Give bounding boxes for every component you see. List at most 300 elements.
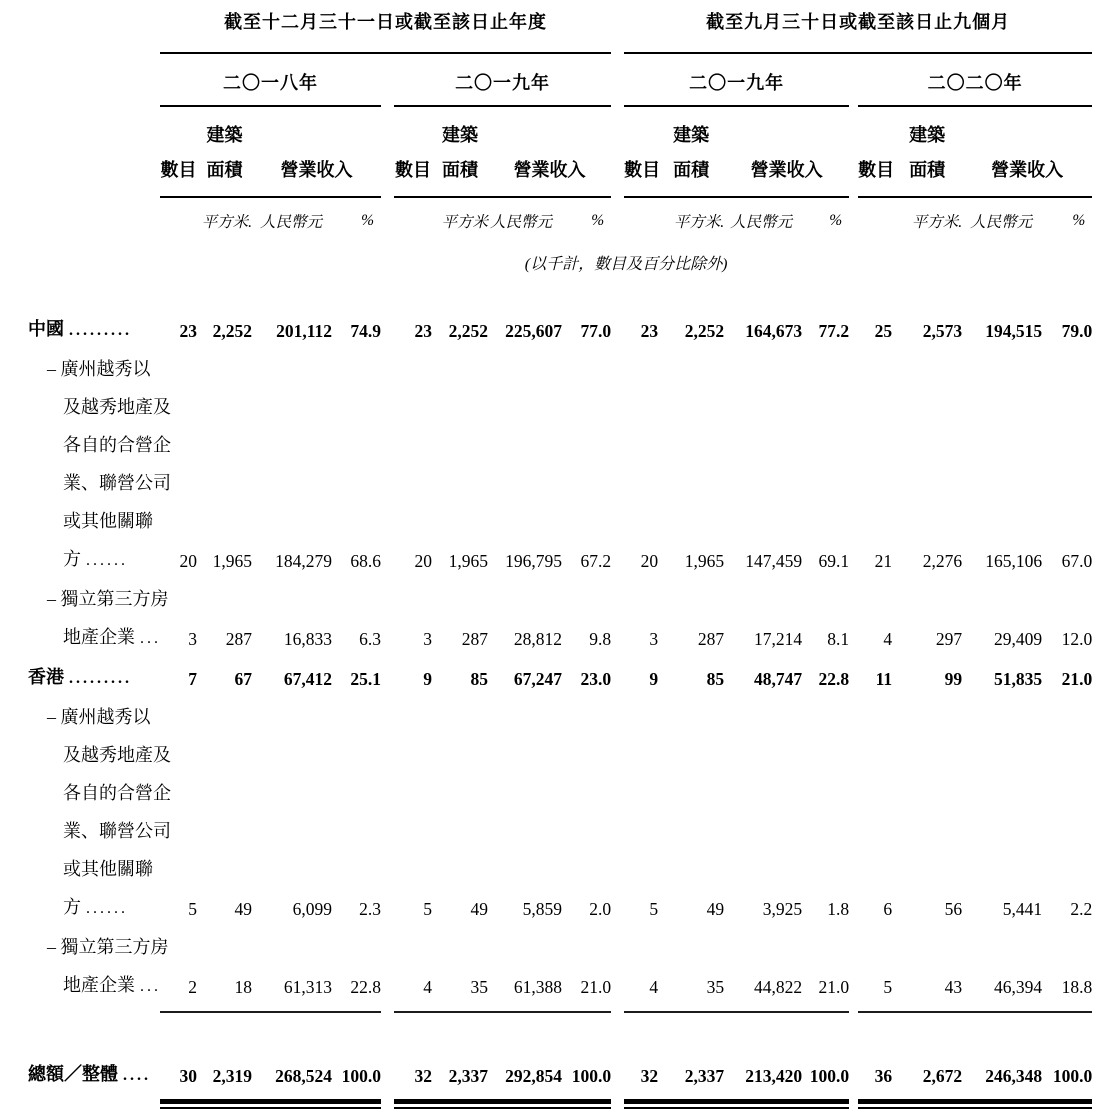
cell-hongkong-group2-gfa (658, 658, 724, 698)
cell-hk-related-parties-group0-gfa (197, 698, 252, 928)
cell-value: 22.8 (818, 669, 850, 689)
cell-china-related-parties-group3-pct (1042, 350, 1092, 580)
row-label-china-related-parties (0, 350, 171, 580)
cell-value: 164,673 (745, 321, 803, 341)
dot-leader: ... (140, 630, 161, 647)
cell-value: 5 (649, 899, 659, 919)
cell-hk-independent-third-parties-group3-count (858, 928, 892, 1013)
right-margin (1092, 698, 1114, 928)
row-label-line: – 獨立第三方房 (47, 937, 169, 957)
cell-value: 1,965 (448, 551, 488, 571)
cell-value: 18.8 (1042, 968, 1092, 1013)
cell-value: 6 (883, 899, 893, 919)
double-rule (962, 1099, 1042, 1109)
cell-value: 6.3 (359, 629, 381, 649)
right-margin (1092, 658, 1114, 698)
dot-leader: ... (140, 978, 161, 995)
unit-rmb-group1: 人民幣元 (489, 214, 552, 231)
cell-hk-independent-third-parties-group3-gfa (892, 928, 962, 1013)
column-gap (381, 698, 394, 928)
cell-value: 20 (179, 551, 197, 571)
cell-hk-related-parties-group3-gfa (892, 698, 962, 928)
cell-value: 61,388 (488, 968, 562, 1013)
cell-hongkong-group3-gfa (892, 658, 962, 698)
double-rule (160, 1099, 197, 1109)
double-rule (892, 1099, 962, 1109)
column-gap (381, 580, 394, 658)
cell-value: 2.3 (359, 899, 381, 919)
cell-china-group2-pct (802, 280, 849, 350)
cell-value: 44,822 (724, 968, 802, 1013)
table-row-china-related-parties (0, 350, 1114, 580)
cell-hk-independent-third-parties-group1-revenue (488, 928, 562, 1013)
cell-value: 287 (697, 629, 725, 649)
cell-china-group3-count (858, 280, 892, 350)
cell-china-related-parties-group0-gfa (197, 350, 252, 580)
column-gap (381, 350, 394, 580)
col-header-gfa-line1: 建築 (909, 125, 946, 145)
cell-value: 29,409 (994, 629, 1043, 649)
cell-value: 67.0 (1061, 551, 1093, 571)
cell-value: 36 (874, 1066, 893, 1086)
note-row (0, 244, 1114, 280)
cell-value: 2,252 (212, 321, 252, 341)
right-margin (1092, 580, 1114, 658)
cell-hk-independent-third-parties-group2-revenue (724, 928, 802, 1013)
right-margin (1092, 280, 1114, 350)
cell-total-group3-gfa (892, 1013, 962, 1109)
cell-value: 1,965 (212, 551, 252, 571)
table-row-hk-related-parties (0, 698, 1114, 928)
cell-china-related-parties-group2-revenue (724, 350, 802, 580)
cell-hongkong-group2-revenue (724, 658, 802, 698)
column-gap (381, 658, 394, 698)
row-label-line: 各自的合營企 (63, 783, 171, 803)
table-row-hk-independent-third-parties (0, 928, 1114, 1013)
right-margin (1092, 197, 1114, 244)
col-header-gfa-group0 (197, 106, 252, 197)
table-row-total (0, 1013, 1114, 1109)
cell-value: 49 (234, 899, 252, 919)
year-header-2020: 二〇二〇年 (858, 53, 1092, 106)
cell-value: 4 (883, 629, 893, 649)
cell-hk-independent-third-parties-group1-gfa (432, 928, 488, 1013)
cell-hk-independent-third-parties-group2-count (624, 928, 658, 1013)
cell-china-independent-third-parties-group2-gfa (658, 580, 724, 658)
cell-hongkong-group3-count (858, 658, 892, 698)
unit-rmb-group0: 人民幣元 (259, 214, 322, 231)
column-gap (849, 197, 858, 244)
cell-value: 100.0 (341, 1066, 381, 1086)
cell-value: 3,925 (762, 899, 803, 919)
row-label-line: 總額／整體 .... (28, 1064, 151, 1084)
cell-value: 30 (179, 1066, 197, 1086)
cell-value: 9.8 (589, 629, 612, 649)
row-label-line: – 獨立第三方房 (47, 589, 169, 609)
cell-value: 20 (640, 551, 659, 571)
row-label-line: 或其他關聯 (63, 859, 153, 879)
cell-value: 2,252 (684, 321, 725, 341)
cell-china-group3-revenue (962, 280, 1042, 350)
cell-total-group1-count (394, 1013, 432, 1109)
col-header-gfa-group2 (658, 106, 724, 197)
row-label-line: 地產企業 ... (63, 975, 161, 995)
col-header-gfa-line2: 面積 (206, 160, 243, 180)
col-header-revenue-group1: 營業收入 (488, 106, 611, 197)
cell-hongkong-group0-pct (332, 658, 381, 698)
cell-total-group1-pct (562, 1013, 611, 1109)
cell-hk-independent-third-parties-group1-pct (562, 928, 611, 1013)
cell-china-group1-pct (562, 280, 611, 350)
row-label-hk-related-parties (0, 698, 171, 928)
double-rule (197, 1099, 252, 1109)
cell-total-group0-revenue (252, 1013, 332, 1109)
cell-hk-independent-third-parties-group3-pct (1042, 928, 1092, 1013)
cell-china-independent-third-parties-group1-gfa (432, 580, 488, 658)
column-gap (381, 280, 394, 350)
cell-value: 85 (470, 669, 488, 689)
cell-value: 18 (197, 968, 252, 1013)
column-gap (611, 928, 624, 1013)
dot-leader: ......... (69, 322, 132, 339)
cell-total-group2-count (624, 1013, 658, 1109)
double-rule (394, 1099, 432, 1109)
cell-hk-related-parties-group3-pct (1042, 698, 1092, 928)
cell-value: 99 (944, 669, 963, 689)
cell-china-independent-third-parties-group2-pct (802, 580, 849, 658)
cell-value: 5 (858, 968, 892, 1013)
table-row-china (0, 280, 1114, 350)
cell-value: 23 (414, 321, 432, 341)
cell-china-related-parties-group3-count (858, 350, 892, 580)
cell-hk-related-parties-group2-pct (802, 698, 849, 928)
cell-hk-related-parties-group0-revenue (252, 698, 332, 928)
cell-value: 2,337 (448, 1066, 488, 1086)
column-gap (849, 1013, 858, 1109)
cell-value: 268,524 (275, 1066, 332, 1086)
row-label-line: 或其他關聯 (63, 511, 153, 531)
cell-hongkong-group1-pct (562, 658, 611, 698)
unit-blank-group2 (624, 197, 658, 244)
year-header-row (0, 53, 1114, 106)
double-rule (858, 1099, 892, 1109)
cell-china-group2-revenue (724, 280, 802, 350)
cell-hongkong-group1-gfa (432, 658, 488, 698)
units-note: (以千計，數目及百分比除外) (524, 255, 728, 273)
cell-value: 213,420 (745, 1066, 803, 1086)
cell-value: 5 (188, 899, 197, 919)
cell-china-related-parties-group1-count (394, 350, 432, 580)
cell-value: 100.0 (571, 1066, 612, 1086)
cell-value: 23 (179, 321, 197, 341)
unit-pct-group2: % (829, 212, 843, 229)
cell-value: 32 (414, 1066, 432, 1086)
cell-hk-related-parties-group3-count (858, 698, 892, 928)
dot-leader: ......... (69, 670, 132, 687)
cell-china-related-parties-group3-gfa (892, 350, 962, 580)
unit-blank-group0 (160, 197, 197, 244)
col-header-gfa-line1: 建築 (673, 125, 710, 145)
column-gap (849, 580, 858, 658)
cell-total-group0-count (160, 1013, 197, 1109)
double-rule (488, 1099, 562, 1109)
cell-value: 68.6 (350, 551, 381, 571)
unit-pct-group3: % (1072, 212, 1086, 229)
double-rule (624, 1099, 658, 1109)
cell-value: 25.1 (350, 669, 381, 689)
cell-china-related-parties-group2-pct (802, 350, 849, 580)
cell-value: 74.9 (350, 321, 381, 341)
period-header-nine-months: 截至九月三十日或截至該日止九個月 (624, 0, 1092, 53)
column-gap (849, 698, 858, 928)
col-header-count-group3: 數目 (858, 106, 892, 197)
row-label-line: – 廣州越秀以 (47, 707, 151, 727)
row-label-china-independent-third-parties (0, 580, 169, 658)
cell-hongkong-group3-revenue (962, 658, 1042, 698)
cell-total-group2-pct (802, 1013, 849, 1109)
cell-total-group3-pct (1042, 1013, 1092, 1109)
cell-value: 49 (470, 899, 488, 919)
cell-china-group1-gfa (432, 280, 488, 350)
cell-value: 16,833 (283, 629, 332, 649)
cell-hongkong-group1-revenue (488, 658, 562, 698)
cell-value: 12.0 (1061, 629, 1093, 649)
cell-value: 49 (706, 899, 725, 919)
cell-total-group1-revenue (488, 1013, 562, 1109)
cell-value: 6,099 (292, 899, 332, 919)
cell-value: 2.2 (1070, 899, 1093, 919)
cell-china-independent-third-parties-group3-pct (1042, 580, 1092, 658)
column-gap (381, 1013, 394, 1109)
unit-sqm-group2: 平方米. (673, 214, 725, 231)
cell-value: 46,394 (962, 968, 1042, 1013)
cell-hk-independent-third-parties-group2-pct (802, 928, 849, 1013)
cell-value: 100.0 (1052, 1066, 1093, 1086)
cell-total-group2-revenue (724, 1013, 802, 1109)
cell-value: 9 (649, 669, 659, 689)
col-header-revenue-group0: 營業收入 (252, 106, 381, 197)
period-header-row (0, 0, 1114, 53)
cell-value: 32 (640, 1066, 659, 1086)
col-header-count-group1: 數目 (394, 106, 432, 197)
cell-china-group0-gfa (197, 280, 252, 350)
cell-value: 22.8 (332, 968, 381, 1013)
cell-china-independent-third-parties-group2-revenue (724, 580, 802, 658)
column-gap (611, 698, 624, 928)
column-gap (849, 280, 858, 350)
cell-china-group0-count (160, 280, 197, 350)
col-header-gfa-line2: 面積 (909, 160, 946, 180)
column-gap (611, 580, 624, 658)
col-header-gfa-line2: 面積 (673, 160, 710, 180)
right-margin (1092, 106, 1114, 197)
cell-value: 67.2 (580, 551, 612, 571)
unit-sqm-group0: 平方米. (201, 214, 252, 231)
cell-total-group0-pct (332, 1013, 381, 1109)
year-header-2019-nine-months: 二〇一九年 (624, 53, 849, 106)
cell-value: 56 (944, 899, 963, 919)
col-header-gfa-group3 (892, 106, 962, 197)
cell-value: 2,252 (448, 321, 488, 341)
column-gap (381, 197, 394, 244)
double-rule (432, 1099, 488, 1109)
row-label-line: 及越秀地產及 (63, 397, 171, 417)
cell-value: 292,854 (505, 1066, 562, 1086)
unit-sqm-group1: 平方米 (441, 214, 488, 231)
cell-china-related-parties-group2-gfa (658, 350, 724, 580)
cell-value: 5,441 (1002, 899, 1043, 919)
double-rule (802, 1099, 849, 1109)
cell-value: 85 (706, 669, 725, 689)
cell-value: 67 (234, 669, 252, 689)
cell-hongkong-group0-count (160, 658, 197, 698)
cell-value: 297 (935, 629, 963, 649)
double-rule (332, 1099, 381, 1109)
cell-china-independent-third-parties-group3-count (858, 580, 892, 658)
cell-value: 8.1 (827, 629, 850, 649)
column-gap (849, 350, 858, 580)
cell-value: 23 (640, 321, 659, 341)
cell-china-group1-revenue (488, 280, 562, 350)
cell-hk-independent-third-parties-group0-gfa (197, 928, 252, 1013)
cell-total-group2-gfa (658, 1013, 724, 1109)
column-gap (381, 928, 394, 1013)
row-label-line: – 廣州越秀以 (47, 359, 151, 379)
cell-value: 11 (875, 669, 893, 689)
cell-value: 201,112 (276, 321, 332, 341)
cell-value: 51,835 (994, 669, 1043, 689)
row-label-hk-independent-third-parties (0, 928, 169, 1013)
cell-total-group3-revenue (962, 1013, 1042, 1109)
cell-value: 3 (423, 629, 432, 649)
cell-hk-related-parties-group2-gfa (658, 698, 724, 928)
cell-value: 69.1 (818, 551, 850, 571)
row-label-line: 方 ...... (63, 897, 128, 917)
cell-china-independent-third-parties-group0-revenue (252, 580, 332, 658)
cell-value: 2 (160, 968, 197, 1013)
cell-value: 4 (624, 968, 658, 1013)
cell-china-group2-gfa (658, 280, 724, 350)
right-margin (1092, 350, 1114, 580)
cell-value: 1.8 (827, 899, 850, 919)
cell-china-group3-pct (1042, 280, 1092, 350)
cell-hk-independent-third-parties-group3-revenue (962, 928, 1042, 1013)
unit-rmb-group3: 人民幣元 (970, 214, 1033, 231)
cell-hk-related-parties-group1-count (394, 698, 432, 928)
cell-china-group3-gfa (892, 280, 962, 350)
year-header-2019-annual: 二〇一九年 (394, 53, 611, 106)
cell-value: 1,965 (684, 551, 725, 571)
double-rule (1042, 1099, 1092, 1109)
dot-leader: .... (123, 1067, 151, 1084)
unit-blank-group1 (394, 197, 432, 244)
cell-value: 77.2 (818, 321, 850, 341)
cell-value: 21.0 (802, 968, 849, 1013)
unit-sqm-group3: 平方米. (911, 214, 963, 231)
cell-value: 225,607 (505, 321, 562, 341)
unit-rmb-group2: 人民幣元 (730, 214, 793, 231)
cell-value: 100.0 (809, 1066, 850, 1086)
cell-value: 43 (892, 968, 962, 1013)
col-header-gfa-line1: 建築 (442, 125, 478, 145)
column-header-row (0, 106, 1114, 197)
table-row-hongkong (0, 658, 1114, 698)
cell-china-independent-third-parties-group3-gfa (892, 580, 962, 658)
cell-hongkong-group0-revenue (252, 658, 332, 698)
cell-china-group0-revenue (252, 280, 332, 350)
cell-china-related-parties-group3-revenue (962, 350, 1042, 580)
row-label-line: 香港 ......... (28, 667, 132, 687)
unit-pct-group0: % (361, 212, 374, 229)
cell-value: 67,412 (283, 669, 332, 689)
cell-value: 35 (432, 968, 488, 1013)
cell-total-group3-count (858, 1013, 892, 1109)
cell-value: 61,313 (252, 968, 332, 1013)
year-header-2018: 二〇一八年 (160, 53, 381, 106)
row-label-line: 中國 ......... (28, 319, 132, 339)
col-header-count-group0: 數目 (160, 106, 197, 197)
cell-value: 23.0 (580, 669, 612, 689)
cell-value: 2,276 (922, 551, 963, 571)
cell-value: 2.0 (589, 899, 612, 919)
cell-hongkong-group0-gfa (197, 658, 252, 698)
cell-hk-related-parties-group1-gfa (432, 698, 488, 928)
cell-value: 2,573 (922, 321, 963, 341)
row-label-china (0, 280, 160, 350)
dot-leader: ...... (86, 900, 128, 917)
col-header-revenue-group3: 營業收入 (962, 106, 1092, 197)
period-header-annual: 截至十二月三十一日或截至該日止年度 (160, 0, 611, 53)
col-header-gfa-line2: 面積 (442, 160, 478, 180)
cell-value: 7 (188, 669, 197, 689)
cell-value: 5,859 (522, 899, 562, 919)
unit-pct-group1: % (591, 212, 605, 229)
cell-value: 79.0 (1061, 321, 1093, 341)
cell-hk-independent-third-parties-group0-pct (332, 928, 381, 1013)
row-label-total (0, 1013, 160, 1109)
row-label-line: 地產企業 ... (63, 627, 161, 647)
cell-china-independent-third-parties-group1-count (394, 580, 432, 658)
column-gap (849, 658, 858, 698)
double-rule (252, 1099, 332, 1109)
right-margin (1092, 1013, 1114, 1109)
cell-china-related-parties-group1-gfa (432, 350, 488, 580)
cell-value: 25 (874, 321, 893, 341)
cell-china-related-parties-group0-revenue (252, 350, 332, 580)
cell-total-group0-gfa (197, 1013, 252, 1109)
cell-value: 35 (658, 968, 724, 1013)
cell-hk-related-parties-group1-revenue (488, 698, 562, 928)
cell-value: 21.0 (562, 968, 611, 1013)
column-gap (381, 106, 394, 197)
cell-value: 17,214 (754, 629, 803, 649)
cell-value: 194,515 (985, 321, 1043, 341)
cell-value: 5 (423, 899, 432, 919)
cell-value: 20 (414, 551, 432, 571)
row-label-line: 業、聯營公司 (63, 821, 171, 841)
cell-hongkong-group2-pct (802, 658, 849, 698)
column-gap (611, 280, 624, 350)
cell-hk-related-parties-group1-pct (562, 698, 611, 928)
double-rule (724, 1099, 802, 1109)
column-gap (849, 928, 858, 1013)
dot-leader: ...... (86, 552, 128, 569)
cell-hk-related-parties-group2-count (624, 698, 658, 928)
col-header-count-group2: 數目 (624, 106, 658, 197)
cell-china-group2-count (624, 280, 658, 350)
cell-china-independent-third-parties-group2-count (624, 580, 658, 658)
column-gap (611, 658, 624, 698)
